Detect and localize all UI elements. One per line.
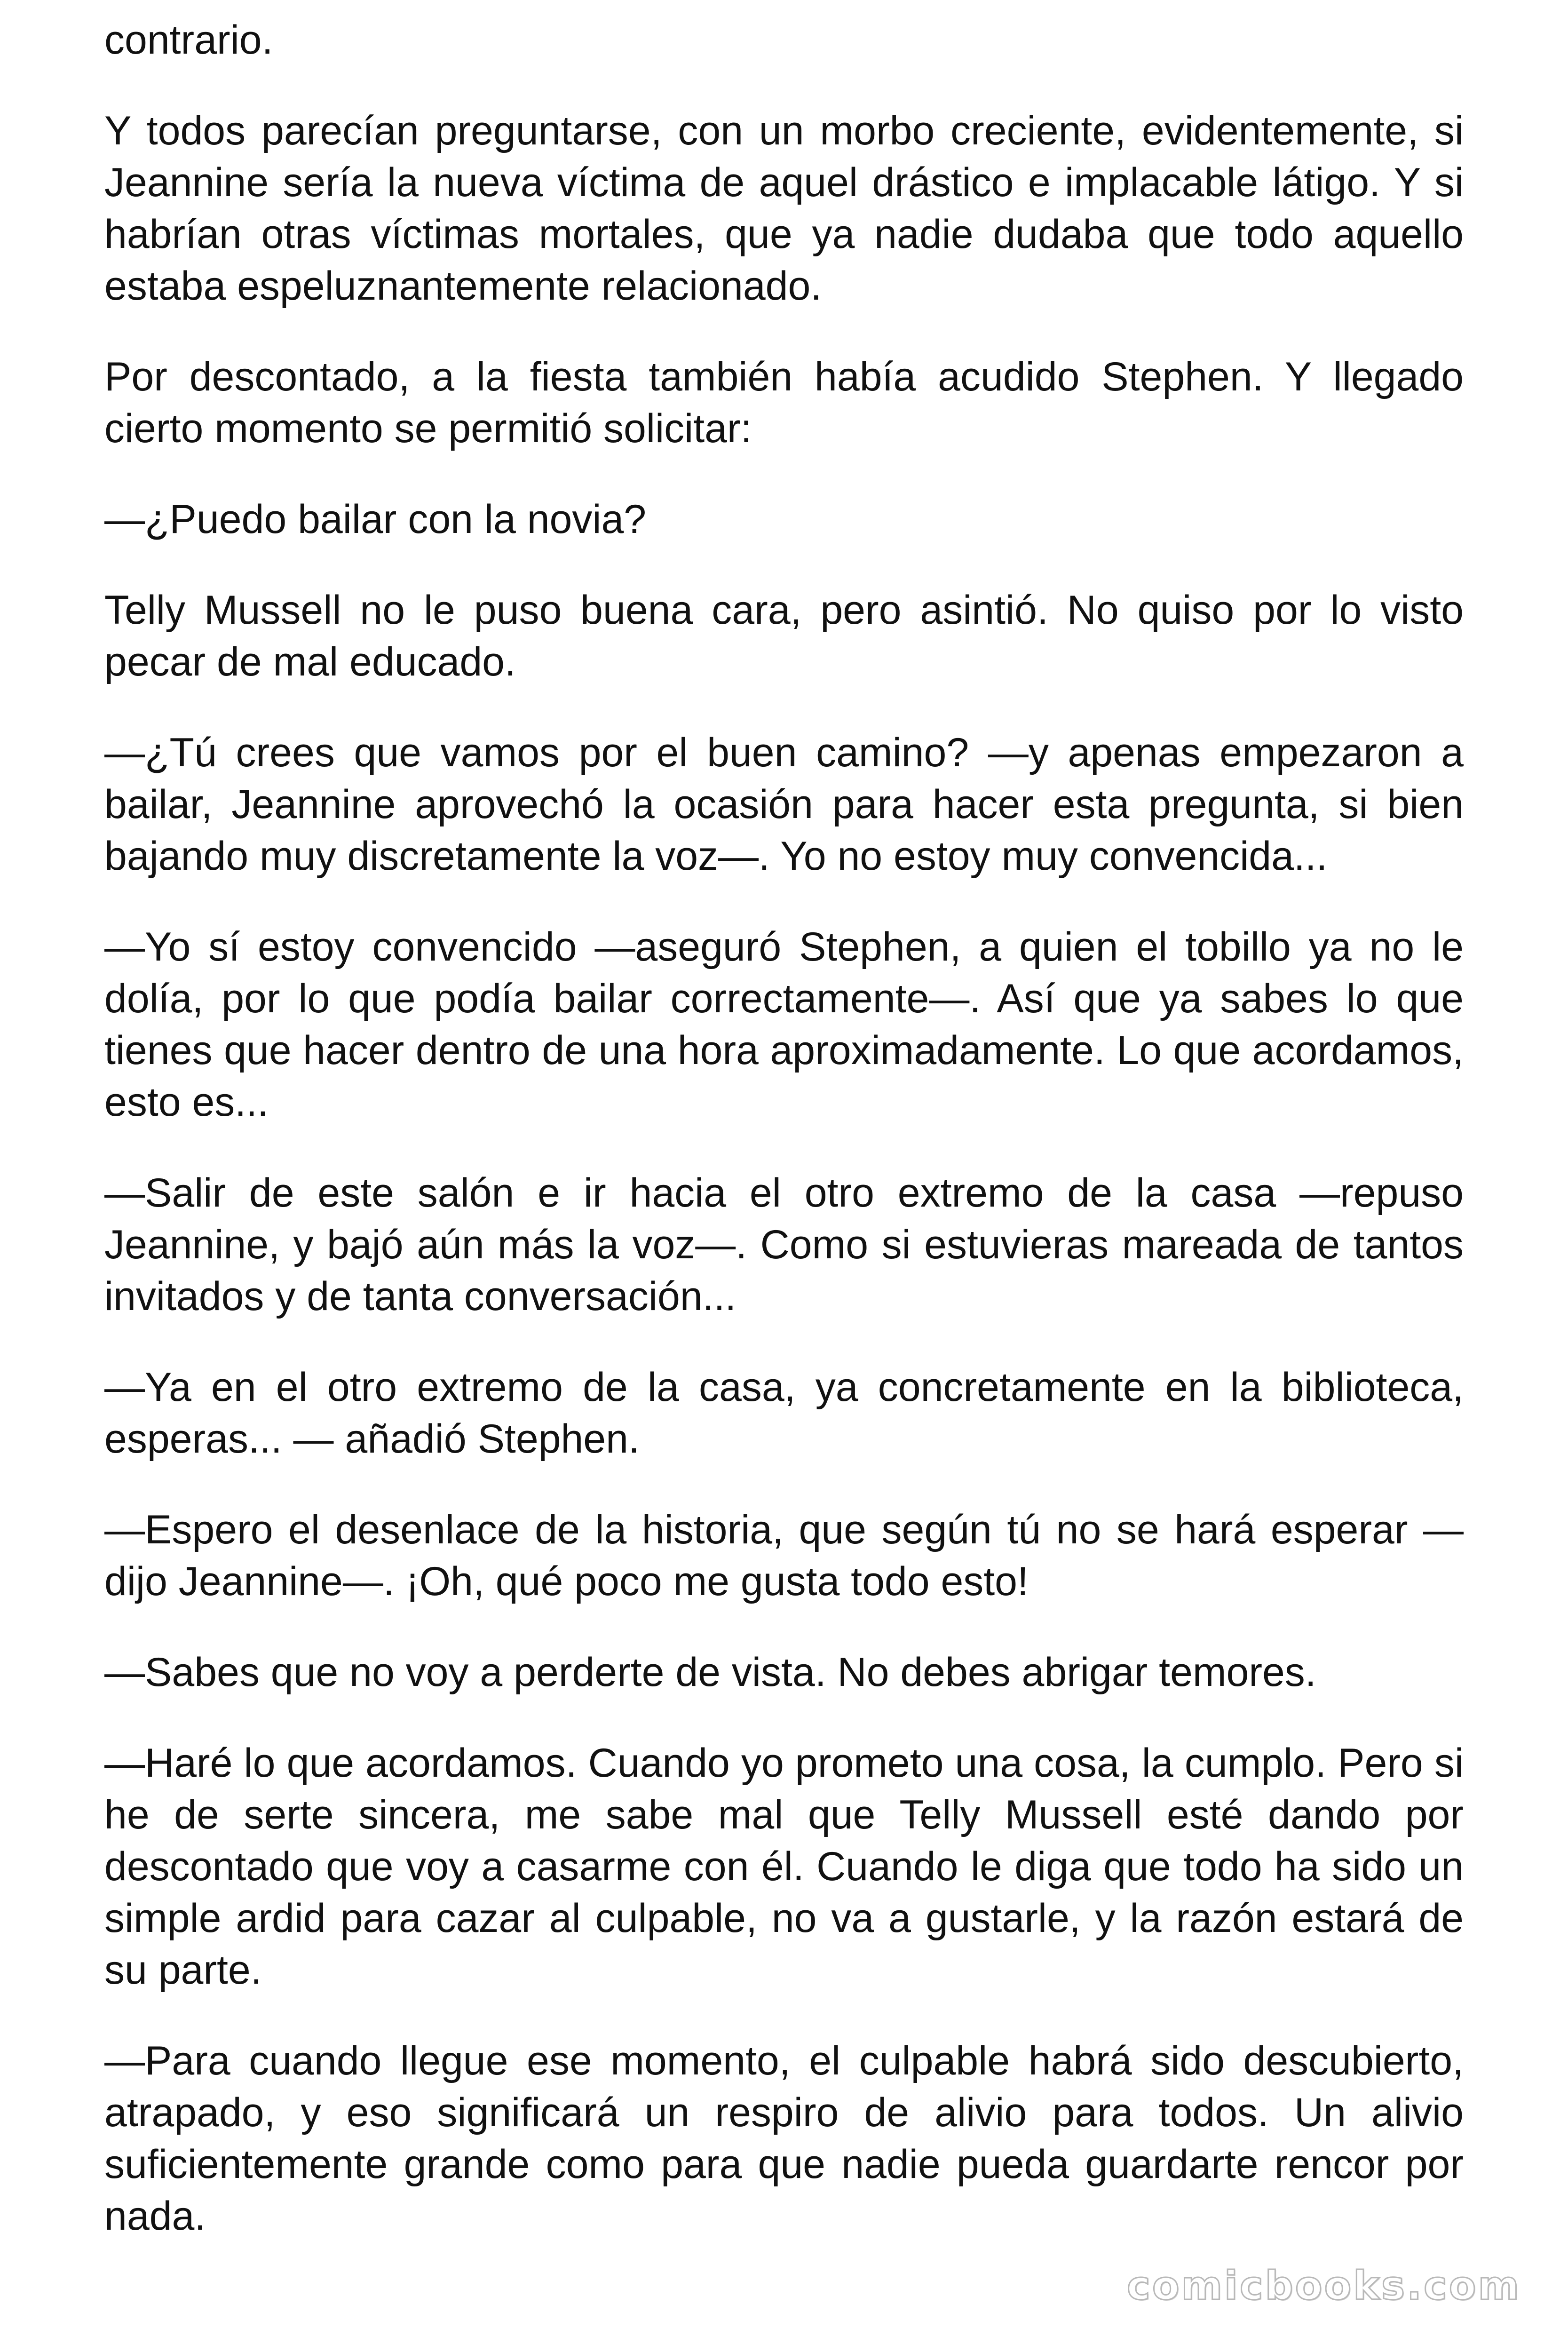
paragraph: Y todos parecían preguntarse, con un morbo creciente, evidentemente, si Jeannine sería la nueva víctima de aquel drástico e implacable látigo. Y si habrían otras víctimas mortales, que ya nadie dudaba que todo aquello estaba espeluznantemente relacionado.: [104, 108, 1464, 309]
watermark-logo: comicbooks.com: [1127, 2263, 1521, 2309]
paragraph: —Salir de este salón e ir hacia el otro extremo de la casa —repuso Jeannine, y bajó aún más la voz—. Como si estuvieras mareada de tantos invitados y de tanta conversación...: [104, 1170, 1464, 1319]
paragraph: contrario.: [104, 17, 273, 63]
paragraph: —Para cuando llegue ese momento, el culpable habrá sido descubierto, atrapado, y eso significará un respiro de alivio para todos. Un alivio suficientemente grande como para que nadie pueda guardarte rencor por nada.: [104, 2038, 1464, 2239]
paragraph: —¿Puedo bailar con la novia?: [104, 497, 647, 542]
page-body: [104, 14, 1464, 2281]
paragraph: —Yo sí estoy convencido —aseguró Stephen, a quien el tobillo ya no le dolía, por lo que podía bailar correctamente—. Así que ya sabes lo que tienes que hacer dentro de una hora aproximadamente. Lo que acordamos, esto es...: [104, 924, 1464, 1125]
paragraph: —¿Tú crees que vamos por el buen camino? —y apenas empezaron a bailar, Jeannine aprovechó la ocasión para hacer esta pregunta, si bien bajando muy discretamente la voz—. Yo no estoy muy convencida...: [104, 730, 1464, 879]
paragraph: Por descontado, a la fiesta también había acudido Stephen. Y llegado cierto momento se permitió solicitar:: [104, 354, 1464, 451]
paragraph: —Sabes que no voy a perderte de vista. No debes abrigar temores.: [104, 1650, 1316, 1695]
paragraph: —Ya en el otro extremo de la casa, ya concretamente en la biblioteca, esperas... — añadió Stephen.: [104, 1365, 1464, 1462]
paragraph: —Haré lo que acordamos. Cuando yo prometo una cosa, la cumplo. Pero si he de serte sincera, me sabe mal que Telly Mussell esté dando por descontado que voy a casarme con él. Cuando le diga que todo ha sido un simple ardid para cazar al culpable, no va a gustarle, y la razón estará de su parte.: [104, 1740, 1464, 1993]
paragraph: —Espero el desenlace de la historia, que según tú no se hará esperar —dijo Jeannine—. ¡Oh, qué poco me gusta todo esto!: [104, 1507, 1464, 1604]
paragraph: Telly Mussell no le puso buena cara, pero asintió. No quiso por lo visto pecar de mal educado.: [104, 588, 1464, 684]
